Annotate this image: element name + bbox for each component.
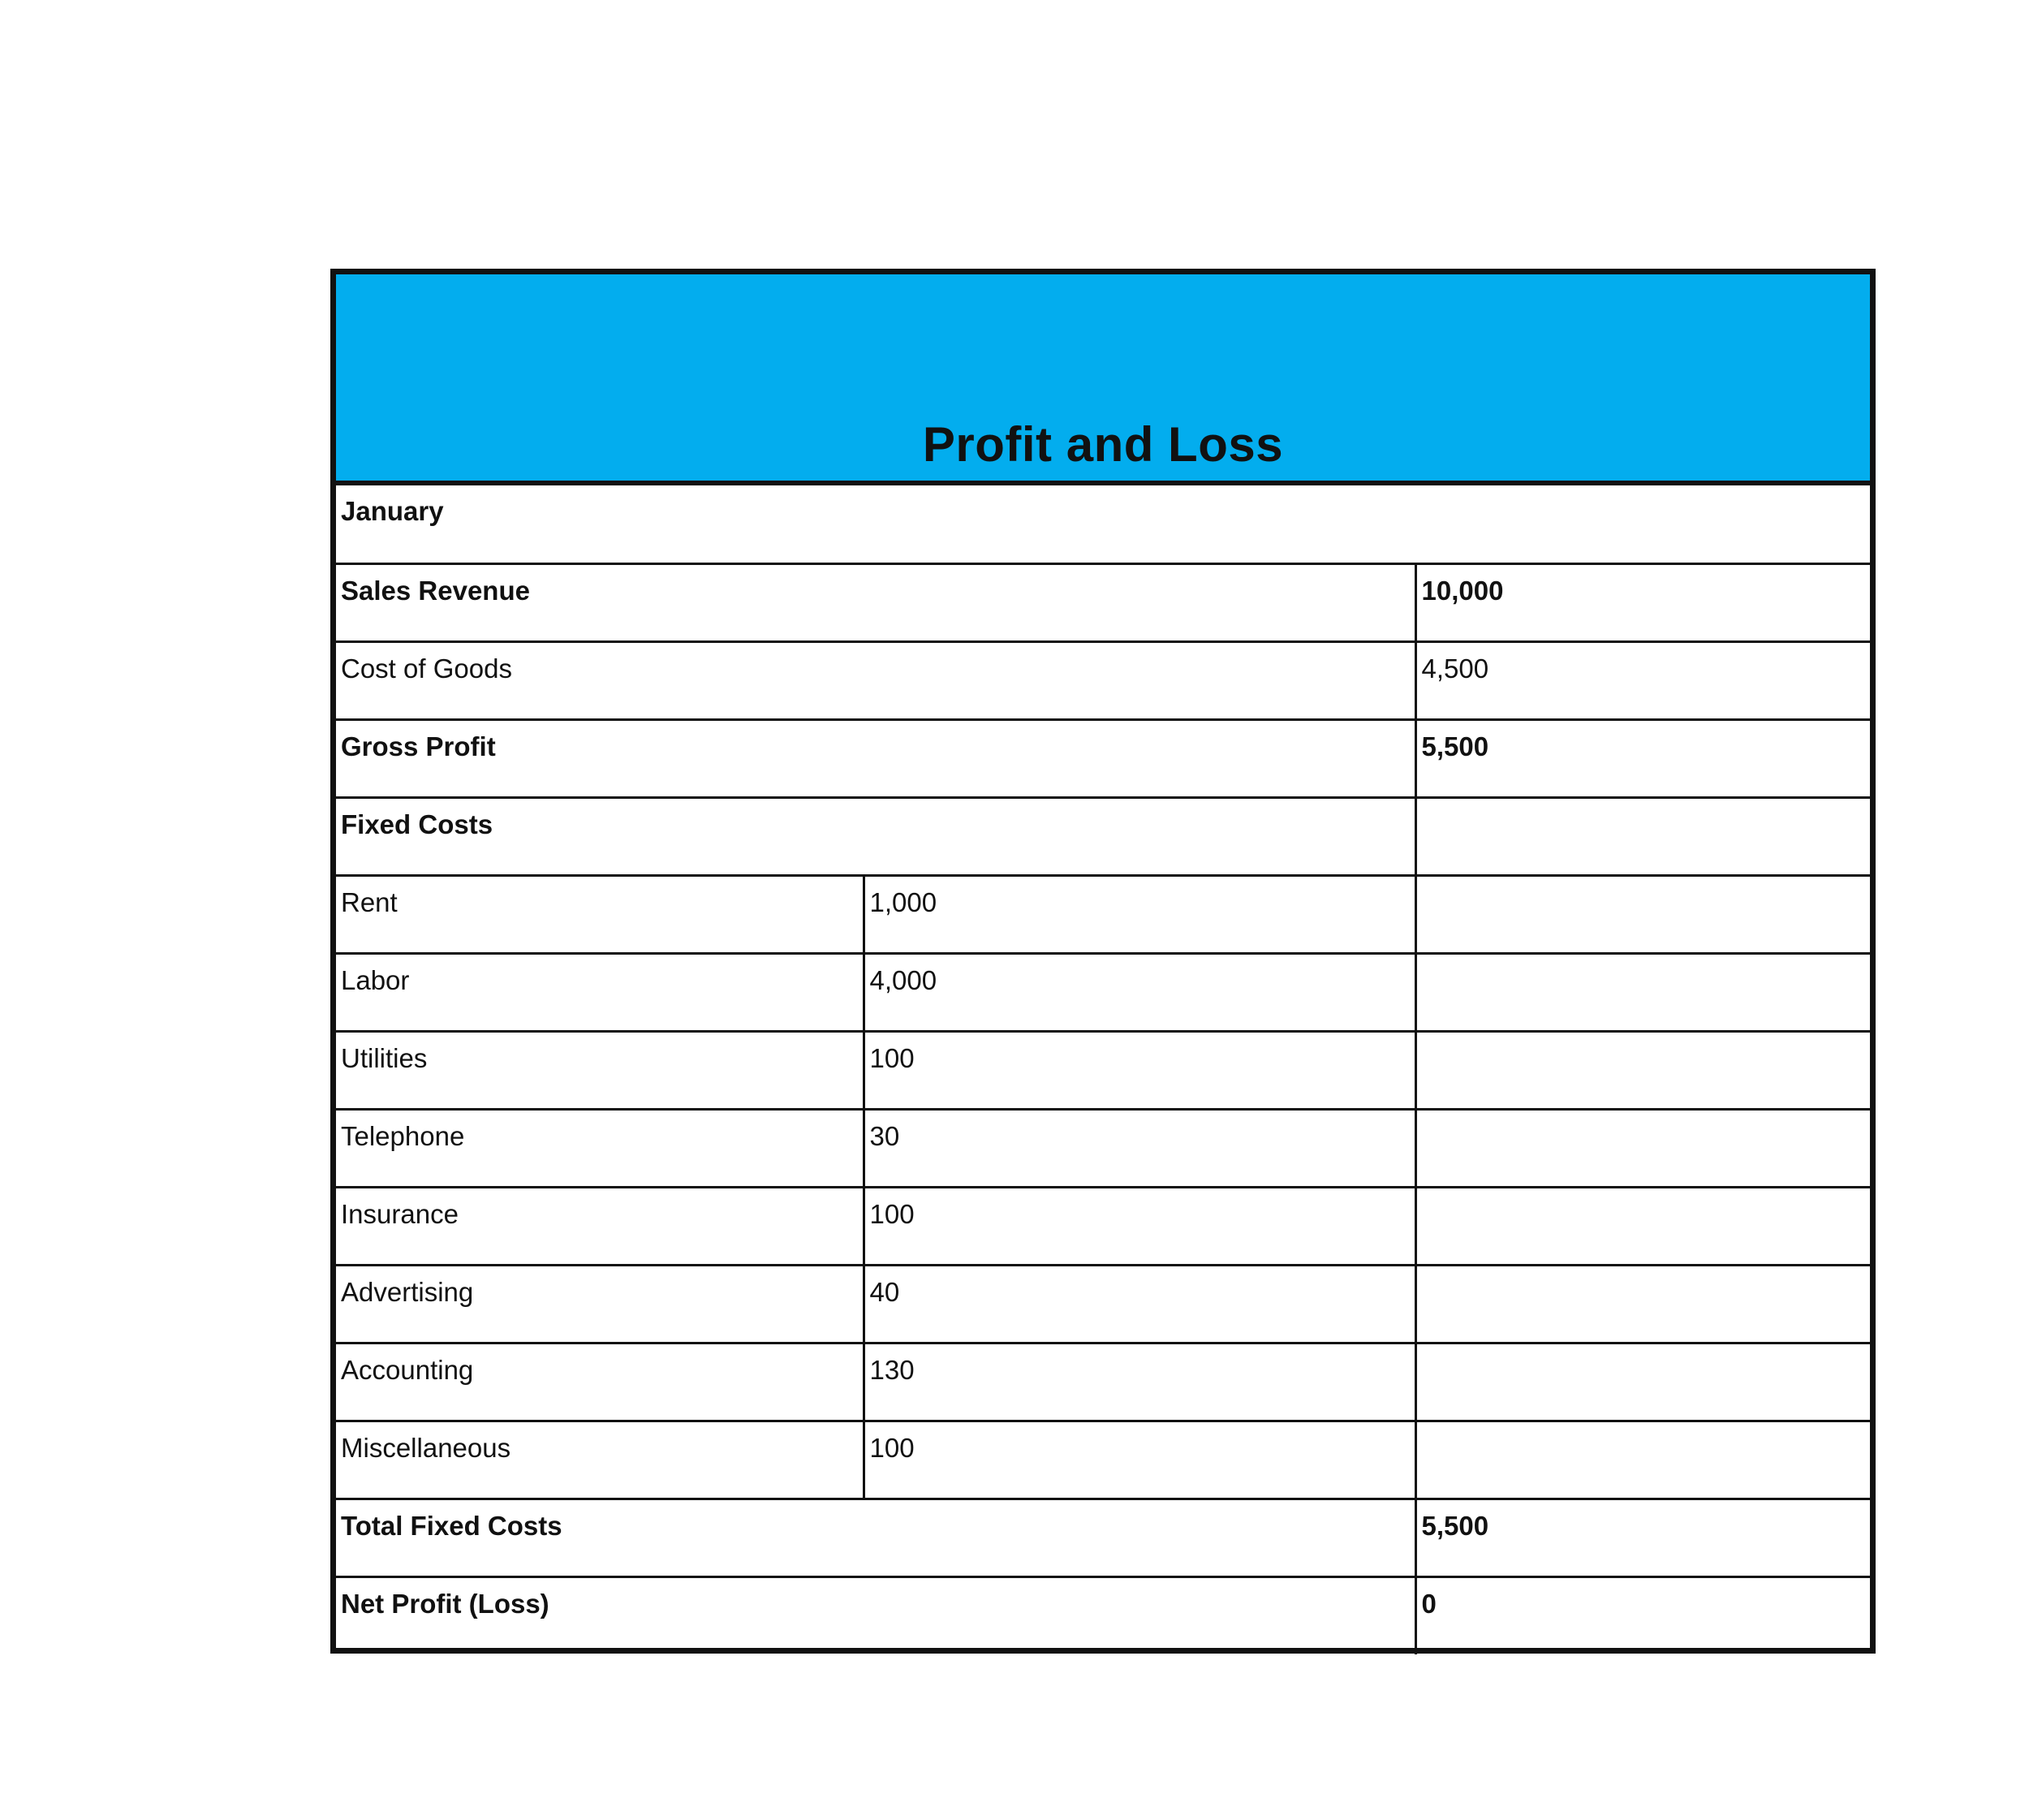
fixed-cost-row	[336, 953, 1870, 1031]
sales-revenue-value: 10,000	[1415, 563, 1870, 641]
total-fixed-costs-label: Total Fixed Costs	[336, 1499, 1415, 1576]
empty-cell	[1415, 1343, 1870, 1421]
cost-of-goods-row	[336, 641, 1870, 719]
sales-revenue-label: Sales Revenue	[336, 563, 1415, 641]
empty-cell	[1415, 797, 1870, 875]
fixed-cost-row	[336, 1265, 1870, 1343]
fixed-cost-value: 100	[864, 1031, 1415, 1109]
fixed-cost-label: Utilities	[336, 1031, 864, 1109]
fixed-cost-row	[336, 875, 1870, 953]
fixed-cost-value: 100	[864, 1421, 1415, 1499]
profit-and-loss-sheet	[330, 269, 1876, 1654]
empty-cell	[1415, 1187, 1870, 1265]
fixed-cost-value: 1,000	[864, 875, 1415, 953]
sales-revenue-row	[336, 563, 1870, 641]
total-fixed-costs-row	[336, 1499, 1870, 1576]
fixed-costs-heading: Fixed Costs	[336, 797, 1415, 875]
fixed-cost-value: 130	[864, 1343, 1415, 1421]
fixed-cost-label: Rent	[336, 875, 864, 953]
fixed-cost-row	[336, 1421, 1870, 1499]
empty-cell	[1415, 1265, 1870, 1343]
fixed-cost-label: Insurance	[336, 1187, 864, 1265]
net-profit-label: Net Profit (Loss)	[336, 1576, 1415, 1654]
period-label: January	[341, 496, 444, 526]
fixed-cost-row	[336, 1031, 1870, 1109]
page-title: Profit and Loss	[922, 417, 1284, 472]
fixed-cost-value: 40	[864, 1265, 1415, 1343]
net-profit-row	[336, 1576, 1870, 1654]
gross-profit-row	[336, 719, 1870, 797]
fixed-cost-label: Labor	[336, 953, 864, 1031]
fixed-cost-value: 100	[864, 1187, 1415, 1265]
fixed-cost-row	[336, 1109, 1870, 1187]
empty-cell	[1415, 1031, 1870, 1109]
title-band	[336, 274, 1870, 485]
gross-profit-value: 5,500	[1415, 719, 1870, 797]
fixed-cost-label: Miscellaneous	[336, 1421, 864, 1499]
fixed-cost-row	[336, 1187, 1870, 1265]
empty-cell	[1415, 875, 1870, 953]
empty-cell	[1415, 1421, 1870, 1499]
net-profit-value: 0	[1415, 1576, 1870, 1654]
cost-of-goods-value: 4,500	[1415, 641, 1870, 719]
total-fixed-costs-value: 5,500	[1415, 1499, 1870, 1576]
fixed-cost-value: 4,000	[864, 953, 1415, 1031]
period-row	[336, 485, 1870, 563]
fixed-cost-label: Accounting	[336, 1343, 864, 1421]
profit-loss-table	[336, 485, 1870, 1654]
fixed-costs-heading-row	[336, 797, 1870, 875]
empty-cell	[1415, 953, 1870, 1031]
gross-profit-label: Gross Profit	[336, 719, 1415, 797]
empty-cell	[1415, 1109, 1870, 1187]
fixed-cost-label: Advertising	[336, 1265, 864, 1343]
fixed-cost-label: Telephone	[336, 1109, 864, 1187]
fixed-cost-row	[336, 1343, 1870, 1421]
fixed-cost-value: 30	[864, 1109, 1415, 1187]
cost-of-goods-label: Cost of Goods	[336, 641, 1415, 719]
